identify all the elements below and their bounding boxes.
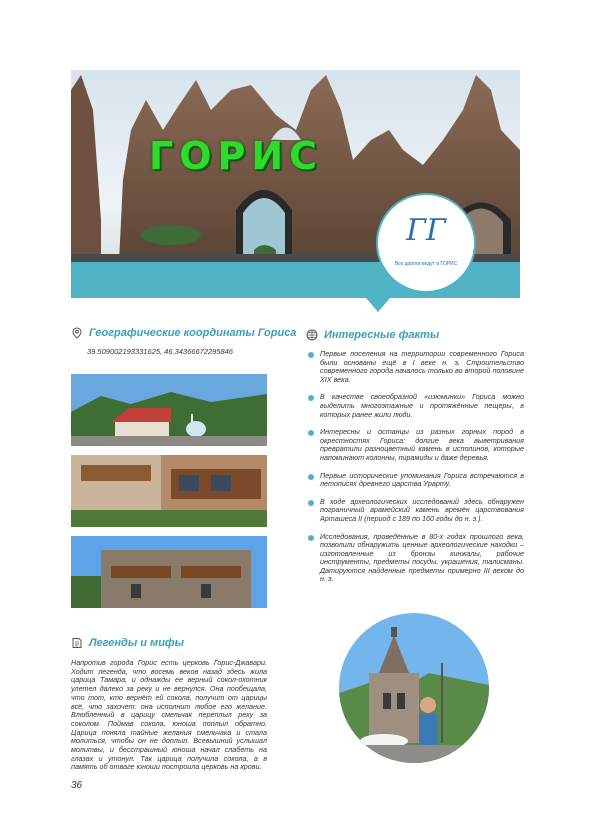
list-item: [306, 428, 524, 462]
list-item: [306, 393, 524, 419]
photo-town-square: [71, 374, 267, 446]
legend-paragraph: Напротив города Горис есть церковь Горис-Джавари. Ходит легенда, что восемь веков назад здесь жила царица Тамара, и однажды ее верный сокол-охотник улетел далеко за реку и не вернулся. Она пообещала, что тот, кто вернёт ей сокола, получит от царицы всё, что захочет: она исполнит любое его желание. Влюбленный в царицу смельчак переплыл реку за соколом. Поймав сокола, юноша поплыл обратно. Царица поняла тайные желания смельчака и стала молиться, чтобы он не доплыл. Всевышний услышал молитвы, и бесстрашный юноша начал слабеть на глазах и утонул. Так царица получила сокола, а в память об отваге юноши построила церковь на крови.: [71, 658, 267, 772]
bullet-icon: [308, 500, 314, 506]
legends-section-heading: [71, 637, 184, 649]
logo-mark: ГГ: [406, 213, 446, 248]
bullet-icon: [308, 474, 314, 480]
fact-text: В качестве своеобразной «изюминки» Гориса можно выделить многоэтажные и протяжённые пещеры, в которых ранее жили люди.: [320, 392, 524, 419]
logo-caption: Все дороги ведут в ГОРИС: [394, 261, 458, 267]
city-title: ГОРИС: [149, 134, 324, 178]
facts-list: [306, 350, 524, 593]
list-item: [306, 350, 524, 384]
bullet-icon: [308, 352, 314, 358]
geo-section-heading: [71, 327, 296, 339]
facts-title: Интересные факты: [324, 329, 440, 341]
globe-icon: [306, 329, 318, 341]
geo-title: Географические координаты Гориса: [89, 327, 297, 339]
hero-pointer: [366, 298, 390, 312]
list-item: [306, 472, 524, 489]
bullet-icon: [308, 535, 314, 541]
photo-old-house: [71, 536, 267, 608]
list-item: [306, 533, 524, 585]
fact-text: В ходе археологических исследований здесь обнаружен пограничный арамейский камень времён царствования Арташеса II (период с 189 по 160 годы до н. э.).: [320, 496, 524, 523]
coordinates-value: 39.509002193331625, 46.34366672295846: [87, 347, 233, 356]
brand-logo: [378, 195, 474, 291]
fact-text: Интересны и останцы из разных горных пород в окрестностях Гориса: долгие века выветривания превратили разноцветный камень в исполинов, которые напоминают колонны, пирамиды и даже деревья.: [320, 427, 524, 462]
book-icon: [71, 637, 83, 649]
photo-church-portrait: [339, 613, 489, 763]
page-number: 36: [71, 780, 83, 791]
map-pin-icon: [71, 327, 83, 339]
bullet-icon: [308, 395, 314, 401]
legends-title: Легенды и мифы: [89, 637, 185, 649]
fact-text: Первые поселения на территории современного Гориса были основаны ещё в I веке н. э. Строительство современного города началось только во второй половине XIX века.: [320, 349, 524, 384]
photo-wooden-balconies: [71, 455, 267, 527]
fact-text: Первые исторические упоминания Гориса встречаются в летописях древнего царства Урарту.: [320, 470, 524, 489]
facts-section-heading: [306, 329, 439, 341]
bullet-icon: [308, 430, 314, 436]
list-item: [306, 498, 524, 524]
fact-text: Исследования, проведённые в 80-х годах прошлого века, позволили обнаружить ценные археологические находки – изготовленные из бронзы кинжалы, рабочие инструменты, предметы посуды, украшения, талисманы. Датируются найденные предметы примерно III веком до н. э.: [320, 531, 524, 584]
